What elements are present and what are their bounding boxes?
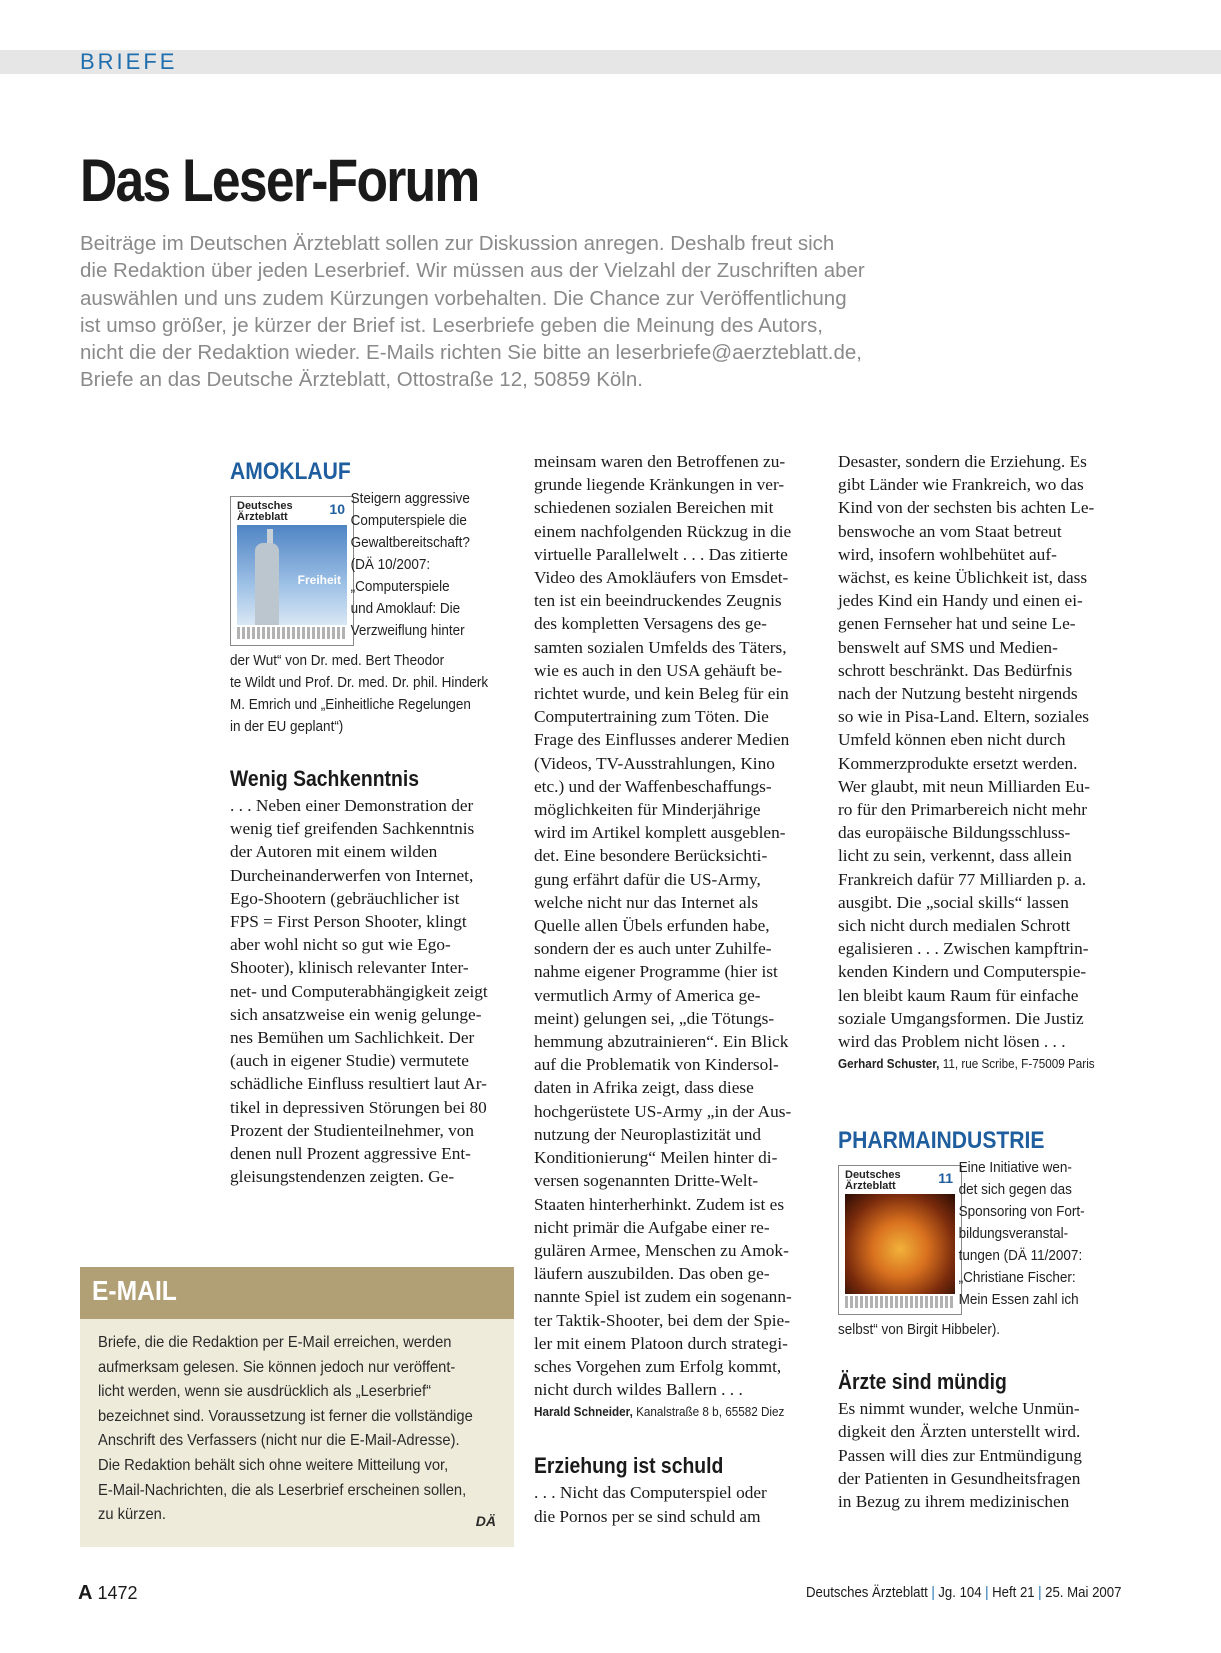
- letter-heading: Erziehung ist schuld: [534, 1453, 724, 1479]
- letter-body: . . . Neben einer Demonstration der wenig tief greifenden Sachkenntnis der Autoren mit einem wilden Durcheinanderwerfen von Internet, Ego-Shootern (gebräuchlicher ist FPS = First Person Shooter, klingt aber wohl nicht so gut wie Ego- Shooter), klinisch relevanter Inter- net- und Computerabhängigkeit zeigt sich ansatzweise ein wenig gelunge- nes Bemühen um Sachlichkeit. Der (auch in eigener Studie) vermutete schädliche Einfluss resultiert laut Ar- tikel in depressiven Störungen bei 80 Prozent der Studienteilnehmer, von denen null Prozent aggressive Ent- gleisungstendenzen zeigten. Ge-: [230, 796, 488, 1187]
- intro-line: auswählen und uns zudem Kürzungen vorbehalten. Die Chance zur Veröffentlichung: [80, 286, 847, 310]
- article-teaser: Eine Initiative wen- det sich gegen das Sponsoring von Fort- bildungsveranstal- tungen (DÄ 11/2007: „Christiane Fischer: Mein Essen zahl ich selbst“ von Birgit Hibbeler).: [838, 1159, 1085, 1339]
- letter-body-continued: meinsam waren den Betroffenen zu- grunde liegende Kränkungen in ver- schiedenen sozialen Bereichen mit einem nachfolgenden Rückzug in die virtuelle Parallelwelt . . . Das zitierte Video des Amokläufers von Emsdet- ten ist ein beeindruckendes Zeugnis des kompletten Versagens des ge- samten sozialen Umfelds des Täters, wie es auch in den USA gehäuft be- richtet wurde, und kein Beleg für ein Computertraining zum Töten. Die Frage des Einflusses anderer Medien (Videos, TV-Ausstrahlungen, Kino etc.) und der Waffenbeschaffungs- möglichkeiten für Minderjährige wird im Artikel komplett ausgeblen- det. Eine besondere Berücksichti- gung erfährt dafür die US-Army, welche nicht nur das Internet als Quelle allen Übels erfunden habe, sondern der es auch unter Zuhilfe- nahme eigener Programme (hier ist vermutlich Army of America ge- meint) gelungen sei, „die Tötungs- hemmung abzutrainieren“. Ein Blick auf die Problematik von Kindersol- daten in Afrika zeigt, dass diese hochgerüstete US-Army „in der Aus- nutzung der Neuroplastizität und Konditionierung“ Meilen hinter di- versen sogenannten Dritte-Welt- Staaten hinterherhinkt. Zudem ist es nicht primär die Aufgabe einer re- gulären Armee, Menschen zu Amok- läufern auszubilden. Das oben ge- nannte Spiel ist zudem ein sogenann- ter Taktik-Shooter, bei dem der Spie- ler mit einem Platoon durch strategi- sches Vorgehen zum Erfolg kommt, nicht durch wildes Ballern . . .: [534, 452, 792, 1400]
- intro-line: Beiträge im Deutschen Ärzteblatt sollen zur Diskussion anregen. Deshalb freut sich: [80, 232, 835, 255]
- letter-signature: Gerhard Schuster, 11, rue Scribe, F-75009 Paris: [838, 1056, 1095, 1072]
- page-number: A 1472: [78, 1582, 138, 1604]
- intro-line: Briefe an das Deutsche Ärzteblatt, Ottostraße 12, 50859 Köln.: [80, 368, 643, 392]
- letter-body-continued: Desaster, sondern die Erziehung. Es gibt Länder wie Frankreich, wo das Kind von der sechsten bis achten Le- benswoche an vom Staat betreut wird, insofern wohlbehütet auf- wächst, es keine Üblichkeit ist, dass jedes Kind ein Handy und einen ei- genen Fernseher hat und seine Le- benswelt auf SMS und Medien- schrott beschränkt. Das Bedürfnis nach der Nutzung besteht nirgends so wie in Pisa-Land. Eltern, soziales Umfeld können eben nicht durch Kommerzprodukte ersetzt werden. Wer glaubt, mit neun Milliarden Eu- ro für den Primarbereich nicht mehr das europäische Bildungsschluss- licht zu sein, verkennt, dass allein Frankreich dafür 77 Milliarden p. a. ausgibt. Die „social skills“ lassen sich nicht durch medialen Schrott egalisieren . . . Zwischen kampftrin- kenden Kindern und Computerspie- len bleibt kaum Raum für einfache soziale Umgangsformen. Die Justiz wird das Problem nicht lösen . . .: [838, 452, 1095, 1052]
- email-box-text: Briefe, die die Redaktion per E-Mail erreichen, werden aufmerksam gelesen. Sie können jedoch nur veröffent- licht werden, wenn sie ausdrücklich als „Leserbrief“ bezeichnet sind. Voraussetzung ist ferner die vollständige Anschrift des Verfassers (nicht nur die E-Mail-Adresse). Die Redaktion behält sich ohne weitere Mitteilung vor, E-Mail-Nachrichten, die als Leserbrief erscheinen sollen, zu kürzen.: [98, 1334, 473, 1524]
- email-box-header: [80, 1267, 514, 1319]
- section-header-bar: [0, 50, 1221, 74]
- email-box-title: E-MAIL: [92, 1275, 177, 1306]
- article-teaser: Steigern aggressive Computerspiele die Gewaltbereitschaft? (DÄ 10/2007: „Computerspiele und Amoklauf: Die Verzweiflung hinter der Wut“ von Dr. med. Bert Theodor te Wildt und Prof. Dr. med. Dr. phil. Hinderk M. Emrich und „Einheitliche Regelungen in der EU geplant“): [230, 490, 489, 735]
- journal-footer: Deutsches Ärzteblatt | Jg. 104 | Heft 21 | 25. Mai 2007: [805, 1584, 1121, 1601]
- email-box-signature: DÄ: [475, 1513, 496, 1529]
- cover-logo: Deutsches Ärzteblatt: [845, 1169, 901, 1193]
- letter-heading: Wenig Sachkenntnis: [230, 766, 419, 791]
- intro-line: nicht die der Redaktion wieder. E-Mails richten Sie bitte an leserbriefe@aerzteblatt.de,: [80, 341, 862, 365]
- column-3: [838, 452, 1128, 1513]
- letter-body: . . . Nicht das Computerspiel oder die Pornos per se sind schuld am: [534, 1483, 767, 1526]
- topic-kicker-pharmaindustrie: PHARMAINDUSTRIE: [838, 1127, 1045, 1155]
- column-2: [534, 452, 824, 1528]
- page-title: Das Leser-Forum: [80, 147, 479, 214]
- cover-issue-number: 10: [329, 501, 345, 517]
- topic-kicker-amoklauf: AMOKLAUF: [230, 458, 351, 485]
- cover-headline: Freiheit: [297, 573, 341, 587]
- intro-line: die Redaktion über jeden Leserbrief. Wir müssen aus der Vielzahl der Zuschriften aber: [80, 259, 865, 283]
- column-1: [230, 456, 520, 1188]
- letter-body: Es nimmt wunder, welche Unmün- digkeit den Ärzten unterstellt wird. Passen will dies zur Entmündigung der Patienten in Gesundheitsfragen in Bezug zu ihrem medizinischen: [838, 1399, 1082, 1512]
- letter-signature: Harald Schneider, Kanalstraße 8 b, 65582 Diez: [534, 1404, 785, 1420]
- intro-paragraph: [80, 230, 980, 394]
- intro-line: ist umso größer, je kürzer der Brief ist. Leserbriefe geben die Meinung des Autors,: [80, 313, 823, 337]
- email-info-box: [80, 1267, 514, 1547]
- cover-logo: Deutsches Ärzteblatt: [237, 500, 293, 523]
- cover-issue-number: 11: [938, 1170, 953, 1187]
- section-label: BRIEFE: [80, 49, 178, 74]
- letter-heading: Ärzte sind mündig: [838, 1369, 1007, 1395]
